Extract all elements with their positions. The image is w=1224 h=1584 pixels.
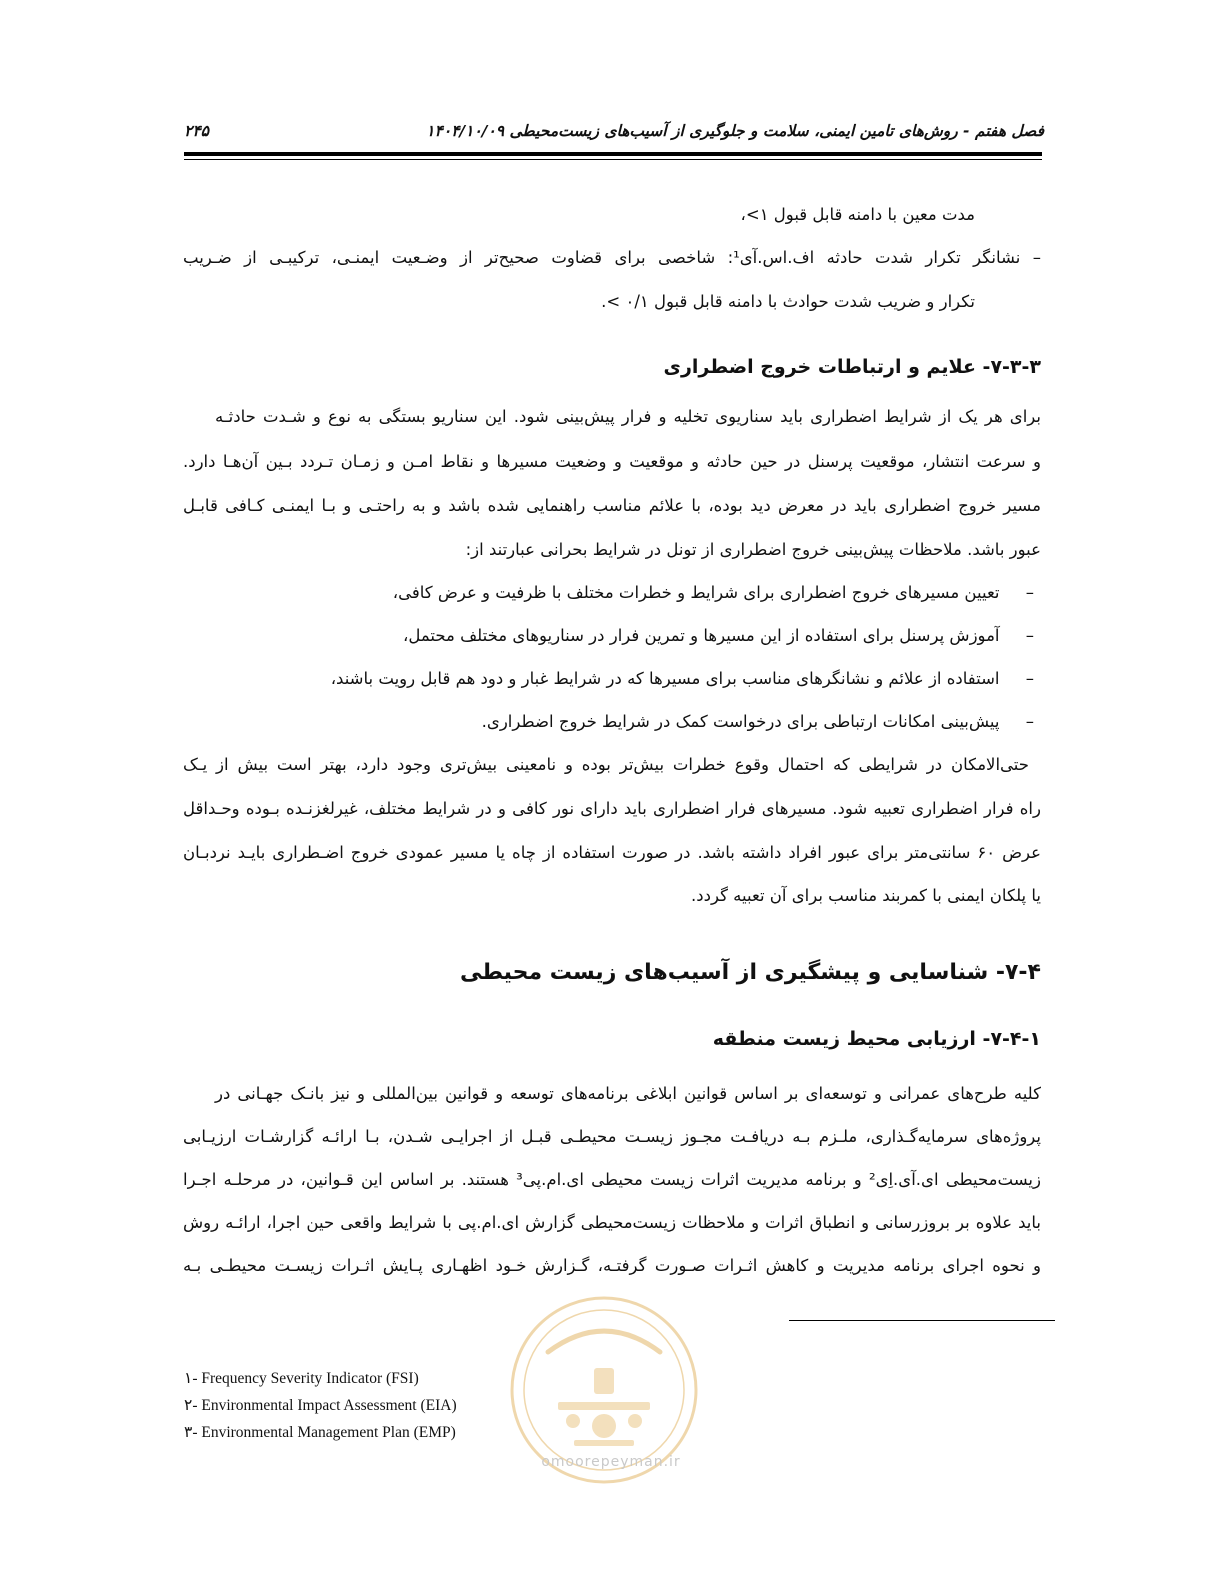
text-line: – نشانگر تکرار شدت حادثه اف.اس.آی¹: شاخصی برای قضاوت صحیح‌تر از وضـعیت ایمنـی، ترکیبـی از ضـریب (183, 248, 1041, 267)
paragraph-line: برای هر یک از شرایط اضطراری باید سناریوی تخلیه و فرار پیش‌بینی شود. این سناریو بستگی به نوع و شـدت حادثـه (215, 407, 1041, 426)
list-item (331, 667, 1034, 691)
list-item-text: تعیین مسیرهای خروج اضطراری برای شرایط و خطرات مختلف با ظرفیت و عرض کافی، (392, 583, 1000, 602)
watermark-site: omoorepeyman.ir (541, 1454, 681, 1470)
bullet-dash: – (1025, 669, 1034, 688)
bullet-dash: – (1025, 583, 1034, 602)
paragraph-line: یا پلکان ایمنی با کمربند مناسب برای آن تعبیه گردد. (691, 886, 1041, 905)
section-heading: ۷-۴-۱- ارزیابی محیط زیست منطقه (712, 1028, 1041, 1050)
paragraph-line: زیست‌محیطی ای.آی.اِی² و برنامه مدیریت اثرات زیست محیطی ای.ام.پی³ هستند. بر اساس این قـوانین، در مرحلـه اجـرا (183, 1170, 1041, 1189)
bullet-dash: – (1025, 712, 1034, 731)
header-rule-thick (184, 152, 1042, 156)
footnote: ۳- Environmental Management Plan (EMP) (184, 1424, 456, 1441)
footnote: ۱- Frequency Severity Indicator (FSI) (184, 1370, 419, 1387)
list-item-text: استفاده از علائم و نشانگرهای مناسب برای مسیرها که در شرایط غبار و دود هم قابل رویت باشند، (330, 669, 1000, 688)
page-number: ۲۴۵ (184, 122, 209, 140)
footnote: ۲- Environmental Impact Assessment (EIA) (184, 1397, 457, 1414)
header-rule-thin (184, 159, 1042, 160)
list-item (482, 710, 1034, 734)
paragraph-line: و نحوه اجرای برنامه مدیریت و کاهش اثـرات صـورت گرفتـه، گـزارش خـود اظهـاری پـایش اثـرات زیسـت محیطـی بـه (183, 1256, 1041, 1275)
list-item-text: پیش‌بینی امکانات ارتباطی برای درخواست کمک در شرایط خروج اضطراری. (481, 712, 1000, 731)
paragraph-line: کلیه طرح‌های عمرانی و توسعه‌ای بر اساس قوانین ابلاغی برنامه‌های توسعه و قوانین بین‌المللی و نیز بانـک جهـانی در (215, 1084, 1041, 1103)
paragraph-line: حتی‌الامکان در شرایطی که احتمال وقوع خطرات بیش‌تر بوده و نامعینی بیش‌تری وجود دارد، بهتر است بیش از یـک (183, 755, 1029, 774)
paragraph-line: مسیر خروج اضطراری باید در معرض دید بوده، با علائم مناسب راهنمایی شده باشد و به راحتـی و بـا ایمنـی کـافی قابـل (183, 496, 1041, 515)
paragraph-line: باید علاوه بر بروزرسانی و انطباق اثرات و ملاحظات زیست‌محیطی گزارش ای.ام.پی با شرایط واقعی حین اجرا، ارائـه روش (183, 1213, 1041, 1232)
list-item (403, 624, 1034, 648)
paragraph-line: پروژه‌های سرمایه‌گـذاری، ملـزم بـه دریافـت مجـوز زیسـت محیطـی قبـل از اجرایـی شـدن، بـا ارائـه گزارشـات ارزیـابی (183, 1127, 1041, 1146)
paragraph-line: عرض ۶۰ سانتی‌متر برای عبور افراد داشته باشد. در صورت استفاده از چاه یا مسیر عمودی خروج اضـطراری بایـد نردبـان (183, 843, 1041, 862)
list-item-text: آموزش پرسنل برای استفاده از این مسیرها و تمرین فرار در سناریوهای مختلف محتمل، (403, 626, 1000, 645)
text-line: مدت معین با دامنه قابل قبول ۱>، (740, 205, 975, 224)
bullet-dash: – (1025, 626, 1034, 645)
footnote-separator (789, 1320, 1055, 1321)
text-line: تکرار و ضریب شدت حوادث با دامنه قابل قبول ۰/۱ >. (601, 292, 975, 311)
section-heading: ۷-۳-۳- علایم و ارتباطات خروج اضطراری (663, 356, 1041, 378)
chapter-section-heading: ۷-۴- شناسایی و پیشگیری از آسیب‌های زیست محیطی (459, 960, 1041, 985)
list-item (393, 581, 1034, 605)
paragraph-line: راه فرار اضطراری تعبیه شود. مسیرهای فرار اضطراری باید دارای نور کافی و در شرایط مختلف، غیرلغزنـده بـوده وحـداقل (183, 799, 1041, 818)
running-header-title: فصل هفتم - روش‌های تامین ایمنی، سلامت و جلوگیری از آسیب‌های زیست‌محیطی ۱۴۰۴/۱۰/۰۹ (426, 122, 1044, 140)
paragraph-line: عبور باشد. ملاحظات پیش‌بینی خروج اضطراری از تونل در شرایط بحرانی عبارتند از: (465, 540, 1041, 559)
paragraph-line: و سرعت انتشار، موقعیت پرسنل در حین حادثه و موقعیت و وضعیت مسیرها و نقاط امـن و زمـان تـردد بـین آن‌هـا دارد. (183, 452, 1041, 471)
